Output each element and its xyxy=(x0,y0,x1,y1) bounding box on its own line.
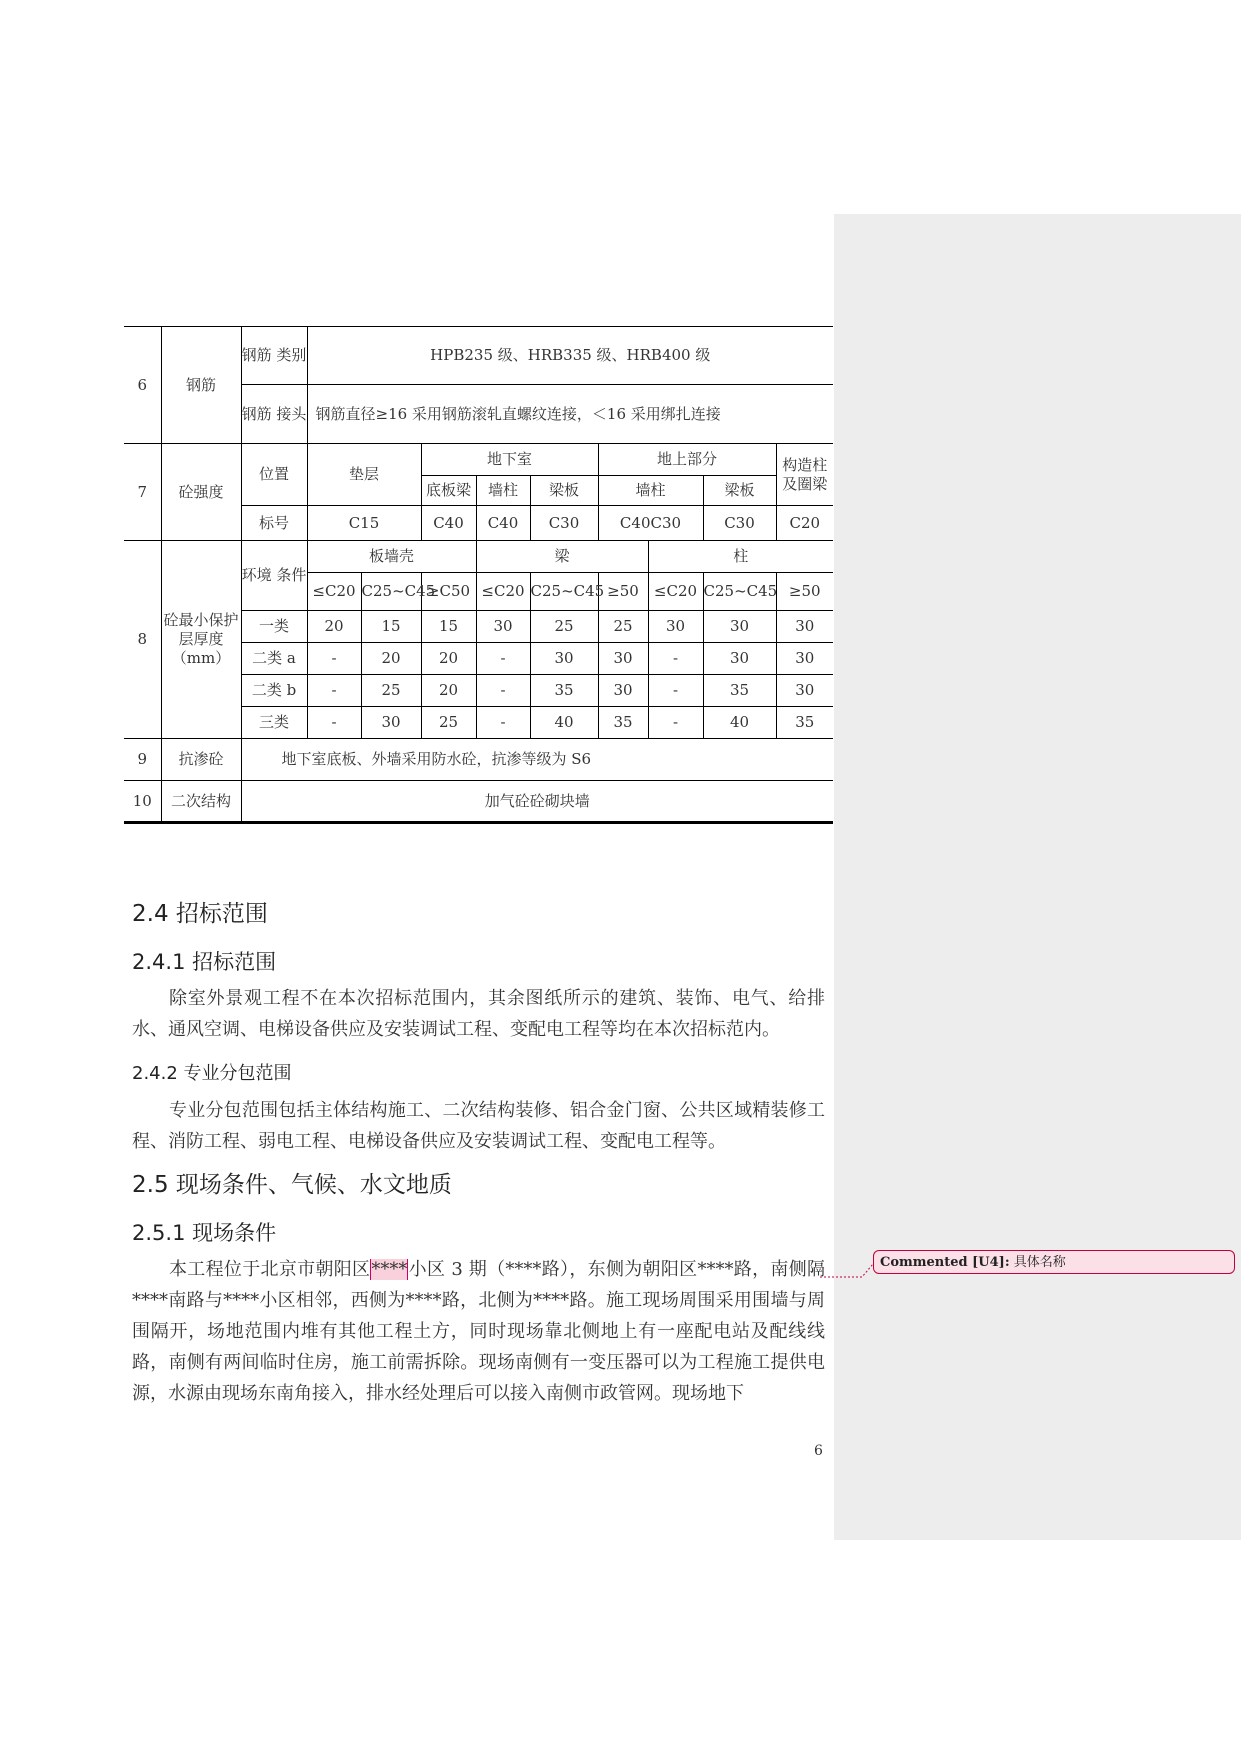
page-number: 6 xyxy=(814,1443,823,1459)
env-class-label: 三类 xyxy=(241,707,307,739)
commented-text[interactable]: **** xyxy=(371,1259,408,1280)
grade-value: C40C30 xyxy=(598,506,703,541)
paragraph-2-4-2: 专业分包范围包括主体结构施工、二次结构装修、铝合金门窗、公共区域精装修工程、消防工程、弱电工程、电梯设备供应及安装调试工程、变配电工程等。 xyxy=(132,1100,825,1152)
sub-header: ≤C20 xyxy=(307,573,361,611)
env-label: 环境 条件 xyxy=(241,541,307,611)
cover-value: 30 xyxy=(776,675,833,707)
grade-value: C40 xyxy=(421,506,476,541)
cover-value: 30 xyxy=(703,643,776,675)
cover-value: 20 xyxy=(361,643,421,675)
cover-value: - xyxy=(307,707,361,739)
rebar-type-value: HPB235 级、HRB335 级、HRB400 级 xyxy=(307,327,833,385)
item-name: 抗渗砼 xyxy=(161,739,241,781)
cover-value: 40 xyxy=(530,707,598,739)
group-header: 板墙壳 xyxy=(307,541,476,573)
grade-value: C30 xyxy=(530,506,598,541)
cover-value: 30 xyxy=(361,707,421,739)
item-name: 二次结构 xyxy=(161,781,241,823)
env-class-label: 二类 b xyxy=(241,675,307,707)
grade-value: C30 xyxy=(703,506,776,541)
section-heading-2-5-1: 2.5.1 现场条件 xyxy=(132,1221,277,1245)
paragraph-2-4-1: 除室外景观工程不在本次招标范围内，其余图纸所示的建筑、装饰、电气、给排水、通风空调、电梯设备供应及安装调试工程、变配电工程等均在本次招标范内。 xyxy=(132,988,825,1040)
row-number: 7 xyxy=(124,444,161,541)
cover-value: 20 xyxy=(421,675,476,707)
cover-value: 35 xyxy=(703,675,776,707)
rebar-type-label: 钢筋 类别 xyxy=(241,327,307,385)
sub-header: C25~C45 xyxy=(361,573,421,611)
sub-header: ≥50 xyxy=(776,573,833,611)
cover-value: - xyxy=(648,707,703,739)
cover-value: 20 xyxy=(421,643,476,675)
sub-header: ≤C20 xyxy=(476,573,530,611)
sub-header: 梁板 xyxy=(530,476,598,506)
position-label: 位置 xyxy=(241,444,307,506)
grade-value: C20 xyxy=(776,506,833,541)
cover-value: 30 xyxy=(530,643,598,675)
cover-value: 20 xyxy=(307,611,361,643)
cover-value: - xyxy=(648,643,703,675)
cover-value: - xyxy=(476,707,530,739)
cover-value: 30 xyxy=(598,675,648,707)
cover-value: 40 xyxy=(703,707,776,739)
section-heading-2-5: 2.5 现场条件、气候、水文地质 xyxy=(132,1172,452,1198)
cover-value: 30 xyxy=(598,643,648,675)
env-class-label: 二类 a xyxy=(241,643,307,675)
sub-header: 底板梁 xyxy=(421,476,476,506)
item-name: 砼强度 xyxy=(161,444,241,541)
cover-value: - xyxy=(307,643,361,675)
comment-balloon[interactable] xyxy=(873,1250,1235,1274)
cover-value: - xyxy=(648,675,703,707)
cover-value: - xyxy=(476,675,530,707)
env-class-label: 一类 xyxy=(241,611,307,643)
cover-value: 35 xyxy=(776,707,833,739)
row-number: 6 xyxy=(124,327,161,444)
cover-value: 30 xyxy=(776,611,833,643)
sub-header: C25~C45 xyxy=(530,573,598,611)
above-ground-header: 地上部分 xyxy=(598,444,776,476)
sub-header: 墙柱 xyxy=(598,476,703,506)
cover-value: 30 xyxy=(703,611,776,643)
cushion-header: 垫层 xyxy=(307,444,421,506)
group-header: 柱 xyxy=(648,541,833,573)
sub-header: 墙柱 xyxy=(476,476,530,506)
group-header: 梁 xyxy=(476,541,648,573)
cover-value: 15 xyxy=(361,611,421,643)
section-heading-2-4: 2.4 招标范围 xyxy=(132,901,268,927)
paragraph-text: 小区 3 期（****路），东侧为朝阳区****路，南侧隔****南路与****小区相邻，西侧为****路，北侧为****路。施工现场周围采用围墙与周围隔开，场地范围内堆有其他工程土方，同时现场靠北侧地上有一座配电站及配线线路，南侧有两间临时住房，施工前需拆除。现场南侧有一变压器可以为工程施工提供电源，水源由现场东南角接入，排水经处理后可以接入南侧市政管网。现场地下 xyxy=(132,1259,825,1404)
paragraph-text: 本工程位于北京市朝阳区 xyxy=(169,1259,371,1280)
grade-value: C40 xyxy=(476,506,530,541)
secondary-structure-value: 加气砼砼砌块墙 xyxy=(241,781,833,823)
row-number: 8 xyxy=(124,541,161,739)
row-number: 10 xyxy=(124,781,161,823)
rebar-joint-label: 钢筋 接头 xyxy=(241,385,307,444)
cover-value: 35 xyxy=(530,675,598,707)
grade-label: 标号 xyxy=(241,506,307,541)
row-number: 9 xyxy=(124,739,161,781)
item-name: 钢筋 xyxy=(161,327,241,444)
sub-header: C25~C45 xyxy=(703,573,776,611)
cover-value: 30 xyxy=(776,643,833,675)
item-name: 砼最小保护层厚度（mm） xyxy=(161,541,241,739)
cover-value: 25 xyxy=(361,675,421,707)
cover-value: - xyxy=(476,643,530,675)
rebar-joint-value: 钢筋直径≥16 采用钢筋滚轧直螺纹连接，＜16 采用绑扎连接 xyxy=(307,385,833,444)
basement-header: 地下室 xyxy=(421,444,598,476)
comment-label: Commented [U4]: xyxy=(880,1255,1010,1270)
sub-header: ≥50 xyxy=(598,573,648,611)
cover-value: 35 xyxy=(598,707,648,739)
cover-value: 25 xyxy=(598,611,648,643)
sub-header: 梁板 xyxy=(703,476,776,506)
cover-value: 30 xyxy=(476,611,530,643)
section-heading-2-4-2: 2.4.2 专业分包范围 xyxy=(132,1063,292,1084)
comment-text: 具体名称 xyxy=(1013,1255,1066,1270)
grade-value: C15 xyxy=(307,506,421,541)
cover-value: 25 xyxy=(530,611,598,643)
section-heading-2-4-1: 2.4.1 招标范围 xyxy=(132,950,277,974)
sub-header: ≥C50 xyxy=(421,573,476,611)
sub-header: ≤C20 xyxy=(648,573,703,611)
paragraph-2-5-1 xyxy=(132,1254,825,1409)
cover-value: 15 xyxy=(421,611,476,643)
comment-connector xyxy=(820,1255,880,1281)
spec-table xyxy=(124,326,833,824)
cover-value: 30 xyxy=(648,611,703,643)
comment-pane xyxy=(834,214,1241,1540)
impermeable-value: 地下室底板、外墙采用防水砼，抗渗等级为 S6 xyxy=(241,739,833,781)
cover-value: 25 xyxy=(421,707,476,739)
cover-value: - xyxy=(307,675,361,707)
struct-col-header: 构造柱及圈梁 xyxy=(776,444,833,506)
